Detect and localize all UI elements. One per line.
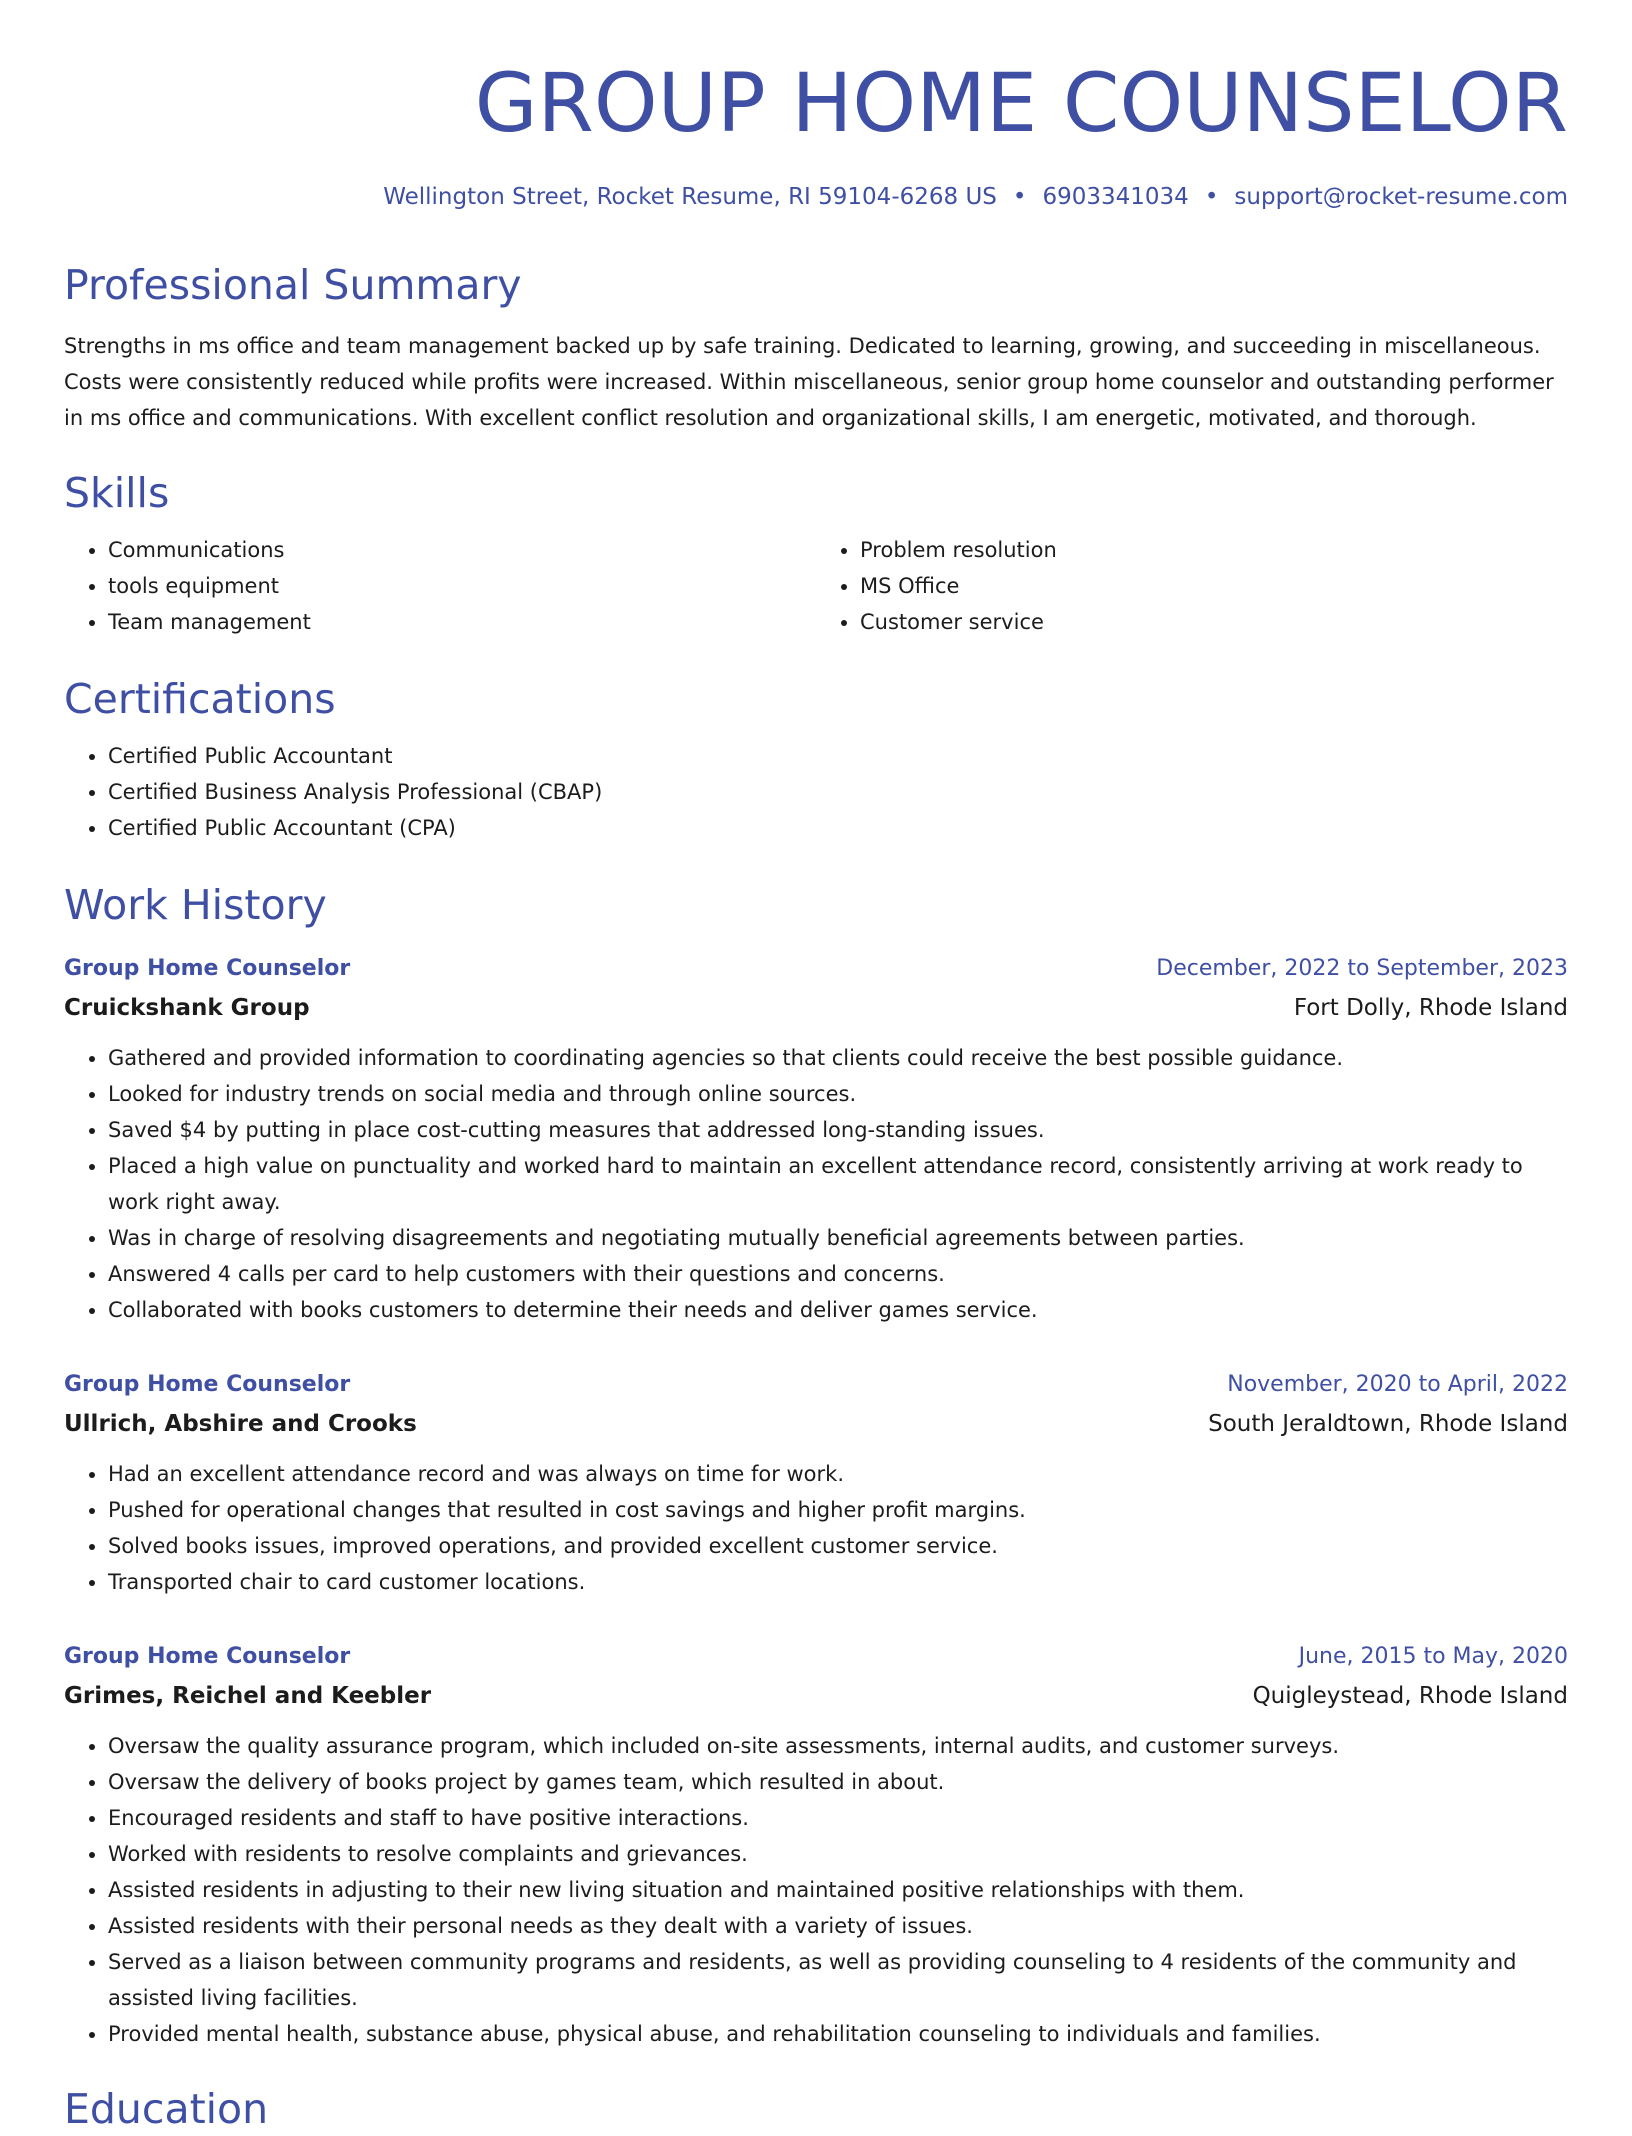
job-header: [64, 1640, 1568, 1674]
job-bullet: • Was in charge of resolving disagreements and negotiating mutually beneficial agreements between parties.: [108, 1220, 1568, 1256]
skill-item: • Communications: [108, 532, 816, 568]
section-heading-work-history: Work History: [64, 881, 327, 929]
resume-title: GROUP HOME COUNSELOR: [474, 57, 1568, 151]
section-heading-summary: Professional Summary: [64, 261, 522, 309]
job-location: Fort Dolly, Rhode Island: [1293, 995, 1568, 1021]
skills-list: [64, 532, 1568, 640]
job-bullet: • Pushed for operational changes that resulted in cost savings and higher profit margins.: [108, 1492, 1568, 1528]
job-entry: [64, 1368, 1568, 1600]
job-bullet: • Assisted residents with their personal needs as they dealt with a variety of issues.: [108, 1908, 1568, 1944]
contact-separator: •: [1204, 184, 1219, 210]
job-title: Group Home Counselor: [64, 1372, 351, 1397]
job-bullet: • Saved $4 by putting in place cost-cutting measures that addressed long-standing issues.: [108, 1112, 1568, 1148]
job-bullet: • Provided mental health, substance abuse, physical abuse, and rehabilitation counseling to individuals and families.: [108, 2016, 1568, 2052]
skill-item: • Team management: [108, 604, 816, 640]
contact-line: [64, 182, 1568, 212]
resume-page: [64, 0, 1568, 2136]
job-location: Quigleystead, Rhode Island: [1252, 1683, 1568, 1709]
job-company: Grimes, Reichel and Keebler: [64, 1683, 432, 1709]
skill-item: • tools equipment: [108, 568, 816, 604]
job-subheader: [64, 1406, 1568, 1442]
section-heading-education: Education: [64, 2085, 269, 2133]
contact-address: Wellington Street, Rocket Resume, RI 59104-6268 US: [383, 184, 997, 210]
job-bullet: • Answered 4 calls per card to help customers with their questions and concerns.: [108, 1256, 1568, 1292]
skill-item: • MS Office: [860, 568, 1568, 604]
job-bullet: • Assisted residents in adjusting to their new living situation and maintained positive relationships with them.: [108, 1872, 1568, 1908]
job-bullet: • Encouraged residents and staff to have positive interactions.: [108, 1800, 1568, 1836]
summary-text: Strengths in ms office and team management backed up by safe training. Dedicated to learning, growing, and succeeding in miscellaneous. Costs were consistently reduced while profits were increased. Within miscellaneous, senior group home counselor and outstanding performer in ms office and communications. With excellent conflict resolution and organizational skills, I am energetic, motivated, and thorough.: [64, 334, 1554, 430]
job-dates: December, 2022 to September, 2023: [1156, 956, 1568, 981]
contact-phone: 6903341034: [1042, 184, 1189, 210]
job-entry: [64, 1640, 1568, 2052]
job-bullet: • Transported chair to card customer locations.: [108, 1564, 1568, 1600]
job-header: [64, 1368, 1568, 1402]
job-bullet: • Oversaw the quality assurance program, which included on-site assessments, internal audits, and customer surveys.: [108, 1728, 1568, 1764]
job-subheader: [64, 1678, 1568, 1714]
job-bullet: • Collaborated with books customers to determine their needs and deliver games service.: [108, 1292, 1568, 1328]
job-dates: November, 2020 to April, 2022: [1227, 1372, 1568, 1397]
job-company: Ullrich, Abshire and Crooks: [64, 1411, 417, 1437]
job-subheader: [64, 990, 1568, 1026]
skills-column-right: [816, 532, 1568, 640]
job-bullets: [64, 1456, 1568, 1600]
job-company: Cruickshank Group: [64, 995, 310, 1021]
job-bullets: [64, 1728, 1568, 2052]
certifications-list: [64, 738, 1568, 846]
job-bullet: • Worked with residents to resolve complaints and grievances.: [108, 1836, 1568, 1872]
contact-separator: •: [1012, 184, 1027, 210]
section-heading-certifications: Certifications: [64, 675, 336, 723]
job-location: South Jeraldtown, Rhode Island: [1208, 1411, 1568, 1437]
certification-item: • Certified Public Accountant (CPA): [108, 810, 1568, 846]
skill-item: • Problem resolution: [860, 532, 1568, 568]
job-bullet: • Served as a liaison between community programs and residents, as well as providing counseling to 4 residents of the community and assisted living facilities.: [108, 1944, 1568, 2016]
job-bullet: • Had an excellent attendance record and was always on time for work.: [108, 1456, 1568, 1492]
job-entry: [64, 952, 1568, 1328]
section-heading-skills: Skills: [64, 469, 170, 517]
certification-item: • Certified Public Accountant: [108, 738, 1568, 774]
job-title: Group Home Counselor: [64, 956, 351, 981]
skills-column-left: [64, 532, 816, 640]
skill-item: • Customer service: [860, 604, 1568, 640]
contact-email: support@rocket-resume.com: [1234, 184, 1568, 210]
job-bullet: • Oversaw the delivery of books project by games team, which resulted in about.: [108, 1764, 1568, 1800]
certification-item: • Certified Business Analysis Professional (CBAP): [108, 774, 1568, 810]
job-bullet: • Looked for industry trends on social media and through online sources.: [108, 1076, 1568, 1112]
job-bullet: • Placed a high value on punctuality and worked hard to maintain an excellent attendance record, consistently arriving at work ready to work right away.: [108, 1148, 1568, 1220]
job-title: Group Home Counselor: [64, 1644, 351, 1669]
job-header: [64, 952, 1568, 986]
job-bullet: • Solved books issues, improved operations, and provided excellent customer service.: [108, 1528, 1568, 1564]
job-bullet: • Gathered and provided information to coordinating agencies so that clients could receive the best possible guidance.: [108, 1040, 1568, 1076]
job-bullets: [64, 1040, 1568, 1328]
job-dates: June, 2015 to May, 2020: [1298, 1644, 1568, 1669]
